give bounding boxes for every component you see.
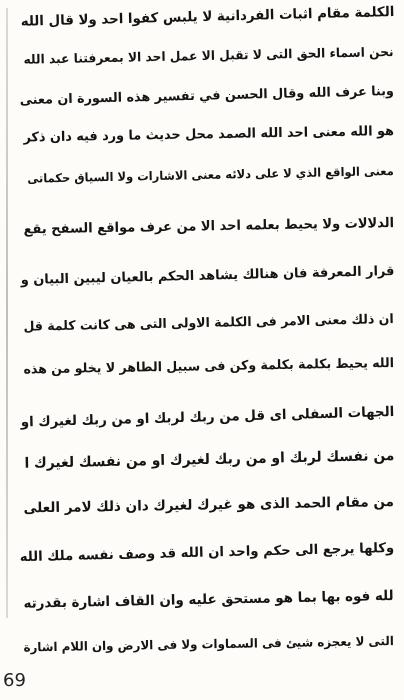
- text-line: نحن اسماء الحق التى لا تقبل الا عمل احد الا بمعرفتنا عبد الله: [23, 44, 395, 67]
- text-line: هو الله معنى احد الله الصمد محل حديث ما ورد فيه دان ذكر: [23, 124, 395, 146]
- text-line: وبنا عرف الله وقال الحسن في تفسير هذه السورة ان معنى: [19, 84, 395, 109]
- text-line: الكلمة مقام اثبات الفردانية لا يلبس كفوا احد ولا قال الله: [20, 4, 395, 30]
- text-line: من نفسك لربك او من ربك لغيرك او من نفسك لغيرك ا: [23, 448, 395, 472]
- page-binding-edge: [6, 8, 8, 618]
- page-number: 69: [3, 670, 26, 691]
- handwritten-text-block: [12, 0, 398, 690]
- text-line: التى لا يعجزه شيئ فى السماوات ولا فى الارض وان اللام اشارة: [23, 634, 395, 655]
- text-line: قرار المعرفة فان هنالك يشاهد الحكم بالعيان ليبين البيان و: [20, 264, 395, 289]
- text-line: معنى الواقع الذي لا على دلائه معنى الاشارات ولا السياق حكماتى: [27, 164, 395, 186]
- text-line: الدلالات ولا يحيط بعلمه احد الا من عرف مواقع السفح يقع: [23, 216, 395, 238]
- text-line: الله يحيط بكلمة بكلمة وكن فى سبيل الطاهر لا يخلو من هذه: [23, 356, 395, 378]
- text-line: من مقام الحمد الذى هو غيرك لغيرك دان ذلك لامر العلى: [23, 494, 395, 517]
- text-line: ان ذلك معنى الامر فى الكلمة الاولى التى هى كانت كلمة قل: [23, 312, 395, 335]
- text-line: وكلها يرجع الى حكم واحد ان الله قد وصف نفسه ملك الله: [19, 540, 395, 566]
- text-line: لله فوه بها بما هو مستحق عليه وان القاف اشارة بقدرته: [23, 588, 395, 612]
- text-line: الجهات السفلى اى قل من ربك لربك او من ربك لغيرك او: [20, 404, 395, 431]
